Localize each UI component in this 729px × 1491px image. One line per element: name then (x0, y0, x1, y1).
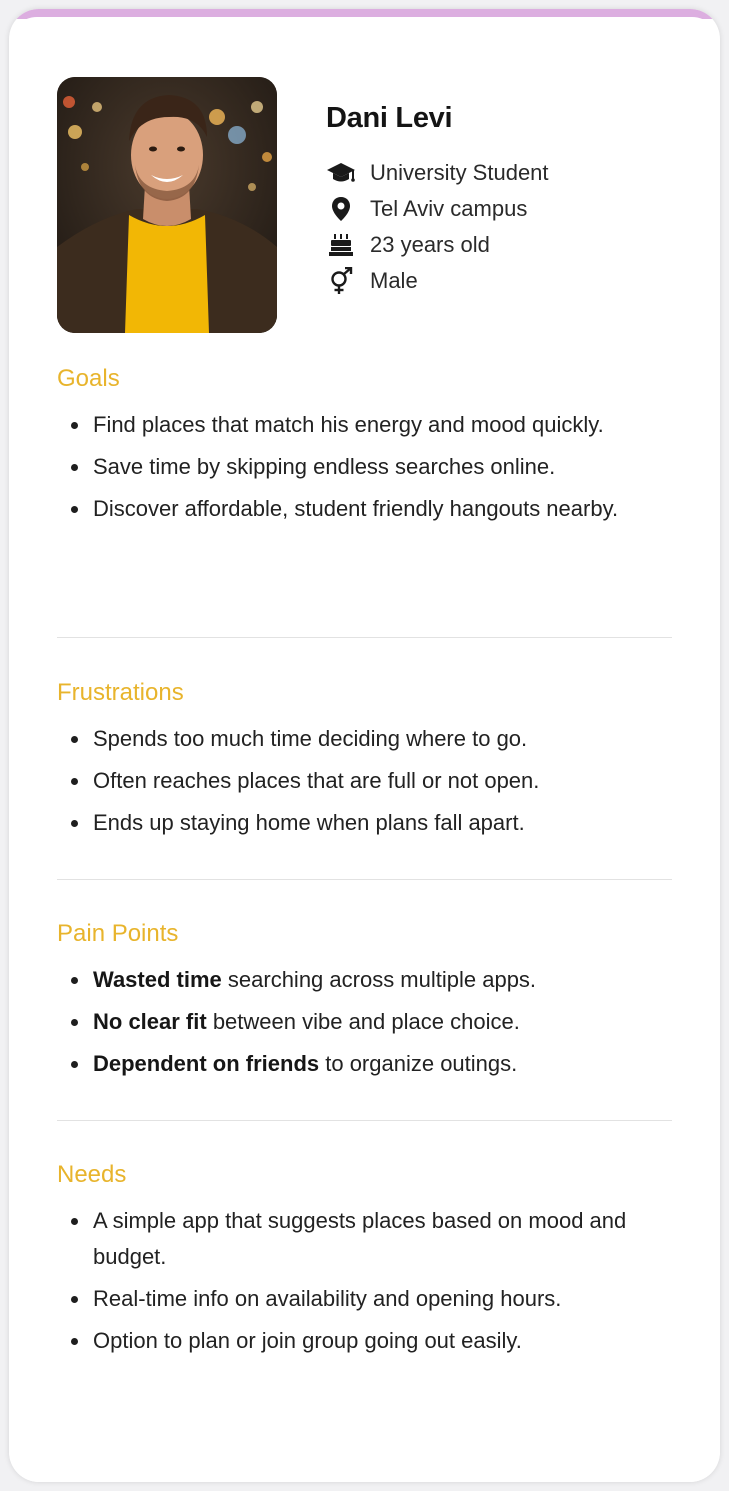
needs-heading: Needs (57, 1161, 127, 1188)
frustrations-heading: Frustrations (57, 679, 184, 706)
list-item-text: searching across multiple apps. (221, 967, 537, 992)
persona-card (9, 9, 720, 1482)
gender-icon (326, 267, 356, 295)
meta-age (326, 227, 549, 263)
list-item-text: between vibe and place choice. (206, 1009, 520, 1034)
map-pin-icon (326, 195, 356, 223)
meta-location (326, 191, 549, 227)
meta-occupation-text: University Student (370, 160, 549, 185)
frustrations-list (57, 721, 672, 841)
list-item: Real-time info on availability and opening hours. (57, 1281, 672, 1317)
list-item-emphasis: Wasted time (93, 967, 222, 992)
graduation-cap-icon (326, 159, 356, 187)
divider (57, 1120, 672, 1121)
list-item: Find places that match his energy and mood quickly. (57, 407, 672, 443)
meta-location-text: Tel Aviv campus (370, 196, 528, 221)
list-item: Discover affordable, student friendly hangouts nearby. (57, 491, 672, 527)
frustrations-section (57, 679, 672, 847)
birthday-cake-icon (326, 231, 356, 259)
list-item: A simple app that suggests places based on mood and budget. (57, 1203, 672, 1275)
list-item (57, 1046, 672, 1082)
persona-meta (326, 155, 549, 299)
needs-section (57, 1161, 672, 1365)
divider (57, 637, 672, 638)
list-item: Spends too much time deciding where to go. (57, 721, 672, 757)
needs-list (57, 1203, 672, 1359)
meta-age-text: 23 years old (370, 232, 490, 257)
meta-gender-text: Male (370, 268, 418, 293)
list-item: Save time by skipping endless searches online. (57, 449, 672, 485)
card-body (9, 17, 720, 1482)
list-item-text: to organize outings. (319, 1051, 518, 1076)
goals-heading: Goals (57, 365, 120, 392)
persona-name: Dani Levi (326, 102, 453, 134)
list-item (57, 962, 672, 998)
divider (57, 879, 672, 880)
list-item (57, 1004, 672, 1040)
meta-occupation (326, 155, 549, 191)
profile-photo (57, 77, 277, 333)
pain-points-heading: Pain Points (57, 920, 179, 947)
list-item-emphasis: No clear fit (93, 1009, 207, 1034)
list-item: Often reaches places that are full or not open. (57, 763, 672, 799)
pain-points-list (57, 962, 672, 1082)
goals-list (57, 407, 672, 527)
list-item-emphasis: Dependent on friends (93, 1051, 320, 1076)
list-item: Option to plan or join group going out easily. (57, 1323, 672, 1359)
list-item: Ends up staying home when plans fall apart. (57, 805, 672, 841)
pain-points-section (57, 920, 672, 1088)
meta-gender (326, 263, 549, 299)
goals-section (57, 365, 672, 533)
